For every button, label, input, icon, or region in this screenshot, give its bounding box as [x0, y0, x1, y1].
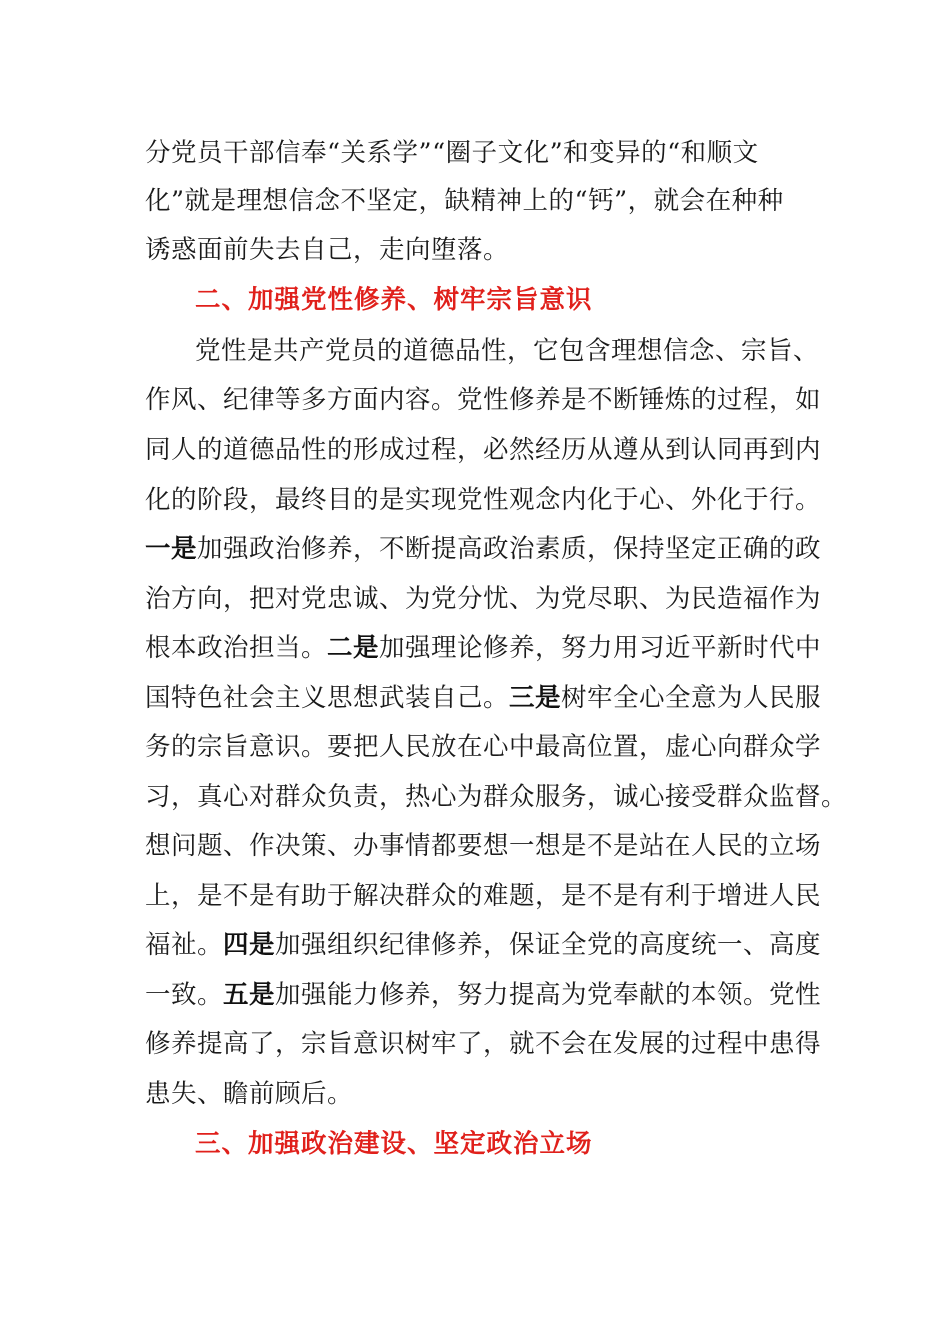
line-text: 加强组织纪律修养，保证全党的高度统一、高度 [275, 930, 822, 960]
paragraph-line: 患失、瞻前顾后。 [145, 1079, 354, 1109]
paragraph-line: 务的宗旨意识。要把人民放在心中最高位置，虚心向群众学 [145, 732, 822, 762]
line-text: 加强政治修养，不断提高政治素质，保持坚定正确的政 [197, 534, 822, 564]
emphasis-marker: 二是 [327, 633, 380, 663]
section-heading-2: 二、加强党性修养、树牢宗旨意识 [195, 285, 593, 315]
paragraph-line: 分党员干部信奉“关系学”“圈子文化”和变异的“和顺文 [145, 138, 759, 168]
line-text: 国特色社会主义思想武装自己。 [145, 683, 510, 713]
line-text: 加强能力修养，努力提高为党奉献的本领。党性 [275, 980, 822, 1010]
paragraph-line [145, 529, 821, 569]
paragraph-line: 上，是不是有助于解决群众的难题，是不是有利于增进人民 [145, 881, 822, 911]
paragraph-line: 化的阶段，最终目的是实现党性观念内化于心、外化于行。 [145, 485, 822, 515]
paragraph-line: 作风、纪律等多方面内容。党性修养是不断锤炼的过程，如 [145, 385, 822, 415]
emphasis-marker: 四是 [223, 930, 276, 960]
line-text: 加强理论修养，努力用习近平新时代中 [379, 633, 822, 663]
line-text: 一致。 [145, 980, 224, 1010]
line-text: 根本政治担当。 [145, 633, 328, 663]
paragraph-line: 诱惑面前失去自己，走向堕落。 [145, 235, 510, 265]
emphasis-marker: 一是 [145, 534, 198, 564]
paragraph-line [145, 678, 821, 718]
paragraph-line [145, 975, 821, 1015]
line-text: 福祉。 [145, 930, 224, 960]
paragraph-line: 修养提高了，宗旨意识树牢了，就不会在发展的过程中患得 [145, 1029, 822, 1059]
paragraph-line: 治方向，把对党忠诚、为党分忧、为党尽职、为民造福作为 [145, 584, 822, 614]
emphasis-marker: 五是 [223, 980, 276, 1010]
emphasis-marker: 三是 [509, 683, 562, 713]
paragraph-line: 党性是共产党员的道德品性，它包含理想信念、宗旨、 [195, 336, 820, 366]
section-heading-3: 三、加强政治建设、坚定政治立场 [195, 1129, 593, 1159]
line-text: 树牢全心全意为人民服 [561, 683, 822, 713]
paragraph-line [145, 628, 821, 668]
paragraph-line: 化”就是理想信念不坚定，缺精神上的“钙”，就会在种种 [145, 186, 784, 216]
paragraph-line [145, 925, 821, 965]
paragraph-line: 习，真心对群众负责，热心为群众服务，诚心接受群众监督。 [145, 782, 848, 812]
paragraph-line: 同人的道德品性的形成过程，必然经历从遵从到认同再到内 [145, 435, 822, 465]
paragraph-line: 想问题、作决策、办事情都要想一想是不是站在人民的立场 [145, 831, 822, 861]
